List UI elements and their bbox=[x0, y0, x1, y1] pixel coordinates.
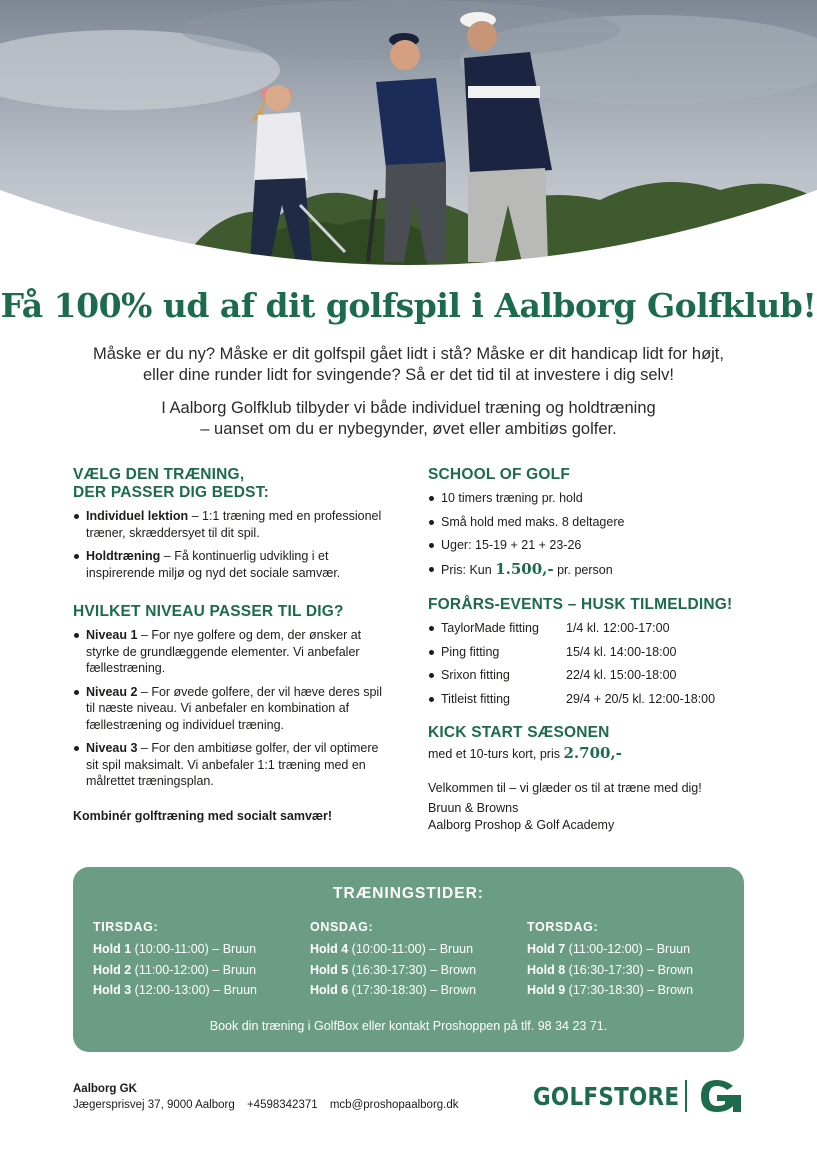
hold-time: (10:00-11:00) – Bruun bbox=[348, 942, 474, 956]
item-label: Niveau 2 bbox=[86, 684, 138, 699]
kickstart-prefix: med et 10-turs kort, pris bbox=[428, 747, 564, 761]
event-name: TaylorMade fitting bbox=[441, 621, 539, 635]
hold-time: (11:00-12:00) – Bruun bbox=[565, 942, 691, 956]
hold-slot bbox=[527, 939, 737, 960]
welcome-text: Velkommen til – vi glæder os til at træne med dig! bbox=[428, 780, 702, 795]
hold-label: Hold 3 bbox=[93, 983, 132, 997]
event-name: Ping fitting bbox=[441, 644, 500, 659]
intro-paragraph-1 bbox=[40, 344, 777, 386]
item-label: Niveau 3 bbox=[86, 741, 138, 755]
day-name: TIRSDAG: bbox=[93, 920, 159, 934]
events-list bbox=[428, 620, 758, 707]
list-item bbox=[73, 684, 383, 734]
list-item bbox=[73, 627, 383, 677]
signature-line: Bruun & Browns bbox=[428, 801, 519, 815]
logo-divider bbox=[685, 1080, 687, 1112]
day-name: TORSDAG: bbox=[527, 920, 599, 934]
kickstart-text bbox=[428, 745, 758, 763]
hold-time: (16:30-17:30) – Brown bbox=[565, 962, 694, 977]
event-date: 22/4 kl. 15:00-18:00 bbox=[566, 668, 677, 682]
item-text: – For nye golfere og dem, der ønsker at styrke de grundlæggende elementer. Vi anbefaler fællestræning. bbox=[86, 628, 362, 675]
golfstore-logo bbox=[533, 1077, 743, 1115]
day-thursday bbox=[527, 920, 737, 1001]
hold-slot bbox=[93, 939, 303, 960]
address: Jægersprisvej 37, 9000 Aalborg bbox=[73, 1099, 235, 1111]
hold-label: Hold 6 bbox=[310, 983, 349, 997]
hold-label: Hold 1 bbox=[93, 942, 132, 956]
list-item bbox=[428, 561, 758, 579]
hold-label: Hold 2 bbox=[93, 962, 132, 977]
email-link[interactable]: mcb@proshopaalborg.dk bbox=[329, 1099, 459, 1111]
item-text: – 1:1 træning med en professionel træner, skræddersyet til dit spil. bbox=[86, 509, 382, 540]
event-date: 15/4 kl. 14:00-18:00 bbox=[566, 644, 677, 659]
page-title: Få 100% ud af dit golfspil i Aalborg Golfklub! bbox=[0, 286, 817, 325]
day-wednesday bbox=[310, 920, 520, 1001]
hold-slot bbox=[527, 980, 737, 1001]
event-item bbox=[428, 620, 758, 637]
logo-wordmark: GOLFSTORE bbox=[533, 1081, 680, 1111]
item-label: Holdtræning bbox=[86, 549, 161, 563]
item-text: – Få kontinuerlig udvikling i et inspirerende miljø og nyd det sociale samvær. bbox=[86, 549, 341, 580]
org-name: Aalborg GK bbox=[73, 1083, 137, 1095]
section-title-line: DER PASSER DIG BEDST: bbox=[73, 484, 269, 501]
hold-time: (17:30-18:30) – Brown bbox=[565, 983, 694, 997]
item-text: – For øvede golfere, der vil hæve deres spil til næste niveau. Vi anbefaler en kombination af fællestræning og individuel træning. bbox=[86, 684, 382, 732]
signature-line: Aalborg Proshop & Golf Academy bbox=[428, 817, 615, 832]
hold-time: (11:00-12:00) – Bruun bbox=[131, 962, 257, 977]
hold-slot bbox=[310, 939, 520, 960]
section-title-line: VÆLG DEN TRÆNING, bbox=[73, 466, 245, 483]
section-title-school: SCHOOL OF GOLF bbox=[428, 466, 571, 483]
price-suffix: pr. person bbox=[553, 562, 613, 577]
event-item bbox=[428, 667, 758, 684]
list-item: Uger: 15-19 + 21 + 23-26 bbox=[428, 537, 758, 554]
phone-link[interactable]: +4598342371 bbox=[246, 1099, 318, 1111]
hold-slot bbox=[93, 960, 303, 981]
day-tuesday bbox=[93, 920, 303, 1001]
list-item bbox=[73, 740, 383, 790]
closing-note: Kombinér golftræning med socialt samvær! bbox=[73, 808, 333, 823]
training-times-box bbox=[73, 867, 744, 1052]
section-title-training bbox=[73, 466, 383, 502]
list-item bbox=[73, 548, 383, 581]
hold-label: Hold 9 bbox=[527, 983, 566, 997]
hold-time: (17:30-18:30) – Brown bbox=[348, 983, 477, 997]
day-name: ONSDAG: bbox=[310, 920, 374, 934]
item-text: – For den ambitiøse golfer, der vil optimere sit spil maksimalt. Vi anbefaler 1:1 træning med en målrettet træningsplan. bbox=[86, 741, 379, 788]
right-column bbox=[428, 466, 758, 833]
intro-line: eller dine runder lidt for svingende? Så er det tid til at investere i dig selv! bbox=[142, 366, 675, 384]
hold-label: Hold 5 bbox=[310, 962, 349, 977]
event-item bbox=[428, 644, 758, 661]
event-date: 1/4 kl. 12:00-17:00 bbox=[566, 621, 670, 635]
event-name: Titleist fitting bbox=[441, 691, 511, 706]
list-item: Små hold med maks. 8 deltagere bbox=[428, 514, 758, 531]
training-times-title: TRÆNINGSTIDER: bbox=[333, 885, 484, 902]
golfstore-logo-icon bbox=[695, 1078, 743, 1114]
hero-photo bbox=[0, 0, 817, 275]
section-title-levels: HVILKET NIVEAU PASSER TIL DIG? bbox=[73, 603, 344, 620]
intro-line: I Aalborg Golfklub tilbyder vi både individuel træning og holdtræning bbox=[161, 399, 656, 417]
list-item: 10 timers træning pr. hold bbox=[428, 490, 758, 507]
intro-line: Måske er du ny? Måske er dit golfspil gået lidt i stå? Måske er dit handicap lidt for højt, bbox=[93, 345, 724, 363]
hold-time: (10:00-11:00) – Bruun bbox=[131, 942, 257, 956]
intro-paragraph-2 bbox=[40, 398, 777, 440]
section-title-events: FORÅRS-EVENTS – HUSK TILMELDING! bbox=[428, 596, 733, 613]
kickstart-price: 2.700,- bbox=[563, 744, 622, 762]
contact-line bbox=[73, 1097, 459, 1113]
section-title-kickstart: KICK START SÆSONEN bbox=[428, 724, 610, 741]
hold-slot bbox=[310, 980, 520, 1001]
hold-slot bbox=[527, 960, 737, 981]
price-prefix: Pris: Kun bbox=[441, 562, 496, 577]
hold-slot bbox=[93, 980, 303, 1001]
hold-label: Hold 7 bbox=[527, 942, 566, 956]
event-name: Srixon fitting bbox=[441, 668, 510, 682]
hold-slot bbox=[310, 960, 520, 981]
left-column bbox=[73, 466, 383, 823]
item-label: Niveau 1 bbox=[86, 628, 138, 642]
levels-list bbox=[73, 627, 383, 790]
booking-note: Book din træning i GolfBox eller kontakt Proshoppen på tlf. 98 34 23 71. bbox=[209, 1019, 608, 1033]
school-price: 1.500,- bbox=[495, 559, 554, 578]
school-list bbox=[428, 490, 758, 578]
item-label: Individuel lektion bbox=[86, 509, 189, 523]
footer-contact bbox=[73, 1081, 459, 1113]
hold-label: Hold 4 bbox=[310, 942, 349, 956]
hold-label: Hold 8 bbox=[527, 962, 566, 977]
hold-time: (12:00-13:00) – Bruun bbox=[131, 983, 257, 997]
training-types-list bbox=[73, 508, 383, 581]
hero-illustration bbox=[0, 0, 817, 275]
intro-line: – uanset om du er nybegynder, øvet eller ambitiøs golfer. bbox=[200, 420, 617, 438]
event-date: 29/4 + 20/5 kl. 12:00-18:00 bbox=[566, 691, 716, 706]
list-item bbox=[73, 508, 383, 541]
event-item bbox=[428, 691, 758, 708]
hold-time: (16:30-17:30) – Brown bbox=[348, 962, 477, 977]
